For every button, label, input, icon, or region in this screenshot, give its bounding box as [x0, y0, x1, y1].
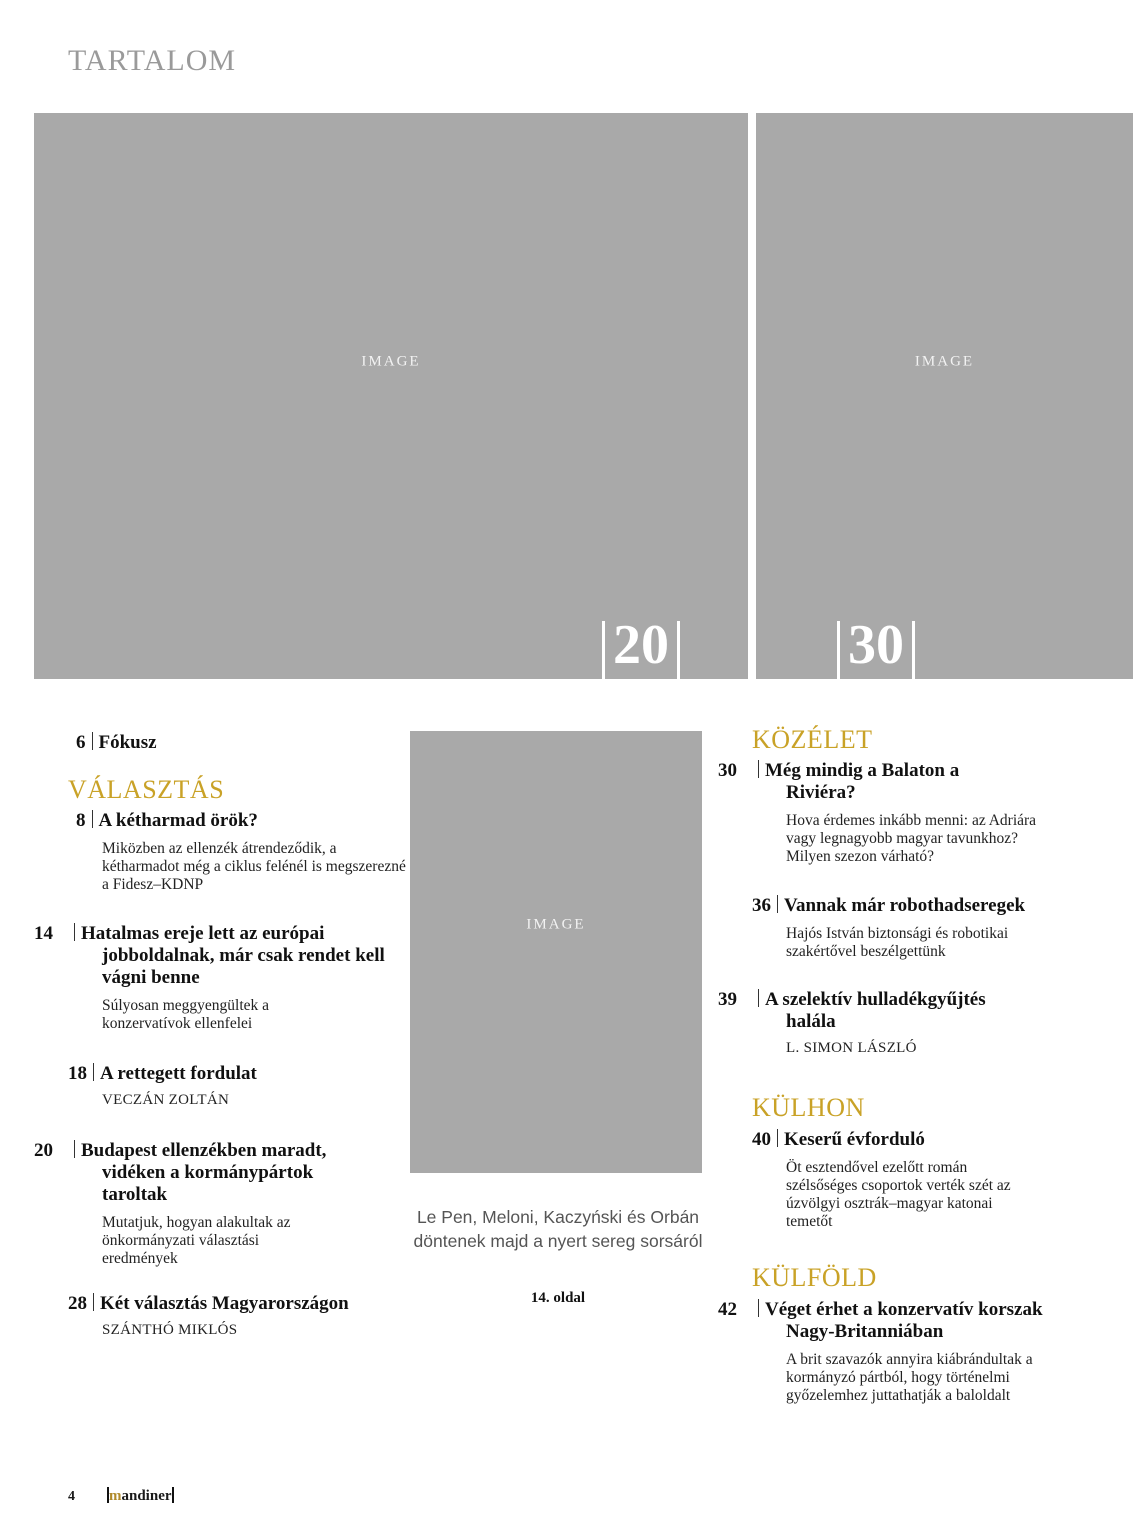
separator — [777, 1129, 778, 1147]
page-marker-20 — [594, 615, 688, 679]
toc-author: L. SIMON LÁSZLÓ — [786, 1040, 917, 1056]
section-heading-kozelet: KÖZÉLET — [752, 725, 873, 754]
toc-entry-fokusz[interactable] — [76, 732, 406, 754]
toc-entry[interactable]: 20 Budapest ellenzékben maradt, vidéken a kormánypártok taroltak Mutatjuk, hogyan alakultak az önkormányzati választási eredmények — [68, 1140, 348, 1268]
logo-letter: m — [109, 1488, 122, 1504]
toc-page-number: 18 — [68, 1063, 87, 1084]
toc-title: Budapest ellenzékben maradt, vidéken a kormánypártok taroltak — [81, 1140, 327, 1205]
toc-title: Hatalmas ereje lett az európai jobboldalnak, már csak rendet kell vágni benne — [81, 923, 385, 988]
page-marker-value: 30 — [848, 614, 904, 676]
photo-placeholder-label: IMAGE — [914, 353, 975, 370]
toc-title: Két választás Magyarországon — [100, 1293, 349, 1314]
separator — [93, 1293, 94, 1311]
page-title: TARTALOM — [68, 44, 237, 77]
photo-placeholder-label: IMAGE — [361, 353, 421, 370]
section-heading-valasztas: VÁLASZTÁS — [68, 775, 225, 804]
toc-subtitle: A brit szavazók annyira kiábrándultak a kormányzó pártból, hogy történelmi győzelemhez juttathatják a baloldalt — [786, 1351, 1033, 1404]
toc-entry[interactable] — [68, 1293, 398, 1339]
photo-placeholder-label: IMAGE — [526, 916, 586, 933]
photo-caption: Le Pen, Meloni, Kaczyński és Orbán döntenek majd a nyert sereg sorsáról — [413, 1207, 703, 1251]
brand-logo — [107, 1487, 174, 1505]
toc-title: Véget érhet a konzervatív korszak Nagy-Britanniában — [765, 1299, 1043, 1342]
toc-title: Keserű évforduló — [784, 1129, 925, 1150]
page-number: 4 — [68, 1489, 75, 1504]
toc-page-number: 36 — [752, 895, 771, 916]
logo-text: andiner — [121, 1488, 172, 1504]
separator — [92, 732, 93, 750]
separator — [758, 1299, 759, 1317]
separator — [74, 923, 75, 941]
toc-subtitle: Miközben az ellenzék átrendeződik, a kétharmadot még a ciklus felénél is megszerezné a Fidesz–KDNP — [102, 840, 406, 893]
toc-subtitle: Súlyosan meggyengültek a konzervatívok ellenfelei — [102, 997, 270, 1032]
separator — [758, 989, 759, 1007]
toc-entry[interactable] — [76, 810, 406, 894]
toc-entry[interactable] — [752, 1129, 1052, 1231]
toc-title: Vannak már robothadseregek — [784, 895, 1026, 916]
separator — [92, 810, 93, 828]
toc-subtitle: Hova érdemes inkább menni: az Adriára vagy legnagyobb magyar tavunkhoz? Milyen szezon várható? — [786, 812, 1037, 865]
toc-author: VECZÁN ZOLTÁN — [102, 1092, 230, 1108]
marker-bar — [602, 621, 605, 679]
toc-title: Még mindig a Balaton a Riviéra? — [765, 760, 960, 803]
page-marker-30 — [829, 615, 923, 679]
caption-page-reference: 14. oldal — [530, 1290, 586, 1306]
separator — [777, 895, 778, 913]
separator — [93, 1063, 94, 1081]
toc-title: A szelektív hulladékgyűjtés halála — [765, 989, 986, 1032]
toc-title: A rettegett fordulat — [100, 1063, 257, 1084]
photo-european-right-leaders — [410, 731, 702, 1173]
toc-entry[interactable]: 42 Véget érhet a konzervatív korszak Nagy-Britanniában A brit szavazók annyira kiábrándultak a kormányzó pártból, hogy történelmi győzelemhez juttathatják a baloldalt — [752, 1299, 1082, 1405]
toc-page-number: 6 — [76, 732, 86, 753]
marker-bar — [837, 621, 840, 679]
separator — [74, 1140, 75, 1158]
toc-title: Fókusz — [98, 732, 157, 753]
toc-author: SZÁNTHÓ MIKLÓS — [102, 1322, 238, 1338]
page-marker-value: 20 — [613, 614, 669, 676]
toc-subtitle: Hajós István biztonsági és robotikai szakértővel beszélgettünk — [786, 925, 1009, 960]
section-heading-kulfold: KÜLFÖLD — [752, 1263, 877, 1292]
marker-bar — [912, 621, 915, 679]
toc-entry[interactable] — [68, 1063, 398, 1109]
toc-entry[interactable]: 14 Hatalmas ereje lett az európai jobboldalnak, már csak rendet kell vágni benne Súlyosan meggyengültek a konzervatívok ellenfelei — [34, 923, 385, 1032]
toc-page-number: 40 — [752, 1129, 771, 1150]
marker-bar — [677, 621, 680, 679]
toc-entry[interactable]: 39 A szelektív hulladékgyűjtés halála L. SIMON LÁSZLÓ — [752, 989, 1052, 1057]
toc-title: A kétharmad örök? — [98, 810, 258, 831]
logo-bar — [172, 1487, 174, 1503]
separator — [758, 760, 759, 778]
toc-page-number: 28 — [68, 1293, 87, 1314]
photo-budapest-campaign-posters — [34, 113, 748, 679]
section-heading-kulhon: KÜLHON — [752, 1093, 865, 1122]
toc-entry[interactable] — [752, 895, 1082, 961]
toc-page-number: 8 — [76, 810, 86, 831]
photo-balaton-landscape — [756, 113, 1133, 679]
toc-entry[interactable]: 30 Még mindig a Balaton a Riviéra? Hova érdemes inkább menni: az Adriára vagy legnagyobb magyar tavunkhoz? Milyen szezon várható? — [752, 760, 1052, 866]
toc-subtitle: Öt esztendővel ezelőtt román szélsőséges csoportok verték szét az úzvölgyi osztrák–magyar katonai temetőt — [786, 1159, 1011, 1230]
toc-subtitle: Mutatjuk, hogyan alakultak az önkormányzati választási eredmények — [102, 1214, 291, 1267]
